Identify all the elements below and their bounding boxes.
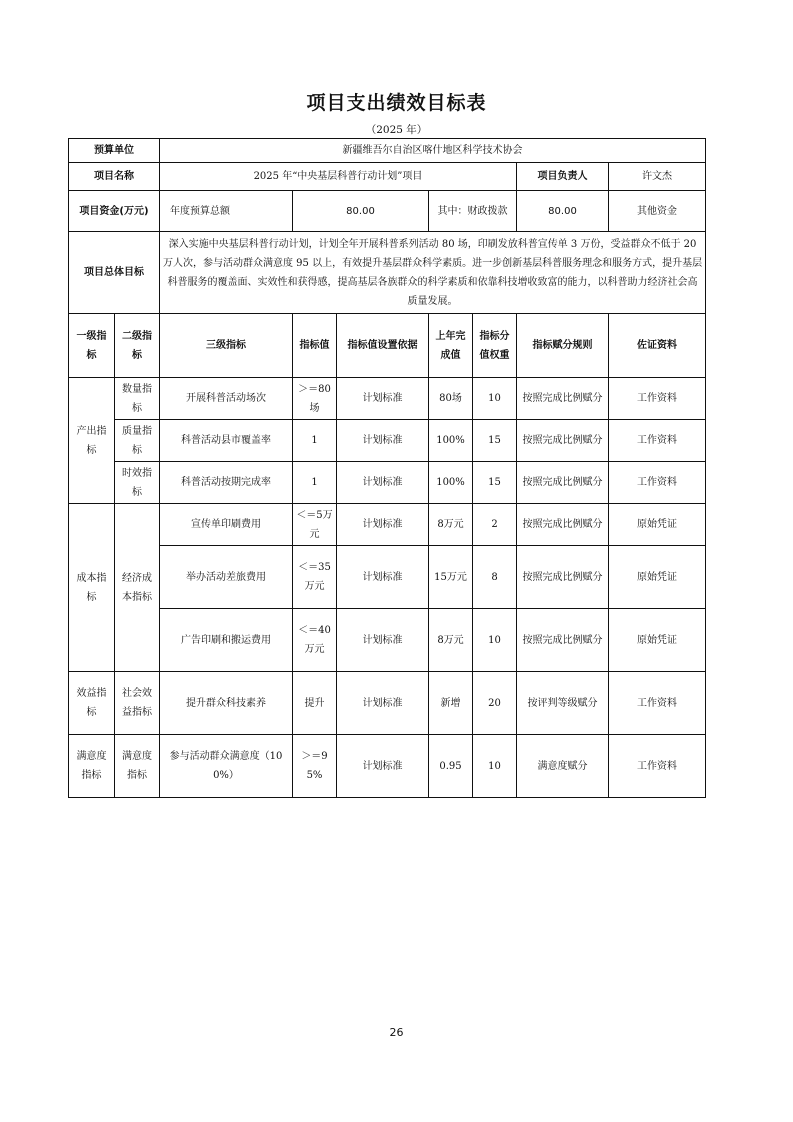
col-header-level2: 二级指标 bbox=[115, 314, 160, 378]
indicator-evidence: 原始凭证 bbox=[609, 504, 706, 546]
indicator-weight: 15 bbox=[473, 462, 517, 504]
indicator-evidence: 工作资料 bbox=[609, 672, 706, 735]
annual-total-label: 年度预算总额 bbox=[160, 191, 293, 232]
project-funds-row bbox=[69, 191, 706, 232]
group-benefit: 效益指标 bbox=[69, 672, 115, 735]
indicator-last-year: 8万元 bbox=[429, 504, 473, 546]
subgroup-quantity: 数量指标 bbox=[115, 378, 160, 420]
indicator-weight: 2 bbox=[473, 504, 517, 546]
overall-goal-label: 项目总体目标 bbox=[69, 232, 160, 314]
indicator-rule: 按照完成比例赋分 bbox=[517, 420, 609, 462]
indicator-rule: 按照完成比例赋分 bbox=[517, 462, 609, 504]
indicator-weight: 20 bbox=[473, 672, 517, 735]
performance-goal-table bbox=[68, 138, 706, 798]
project-funds-label: 项目资金(万元) bbox=[69, 191, 160, 232]
table-row bbox=[69, 735, 706, 798]
indicator-evidence: 工作资料 bbox=[609, 462, 706, 504]
indicator-name: 科普活动县市覆盖率 bbox=[160, 420, 293, 462]
subgroup-quality: 质量指标 bbox=[115, 420, 160, 462]
col-header-level3: 三级指标 bbox=[160, 314, 293, 378]
col-header-rule: 指标赋分规则 bbox=[517, 314, 609, 378]
indicator-basis: 计划标准 bbox=[337, 420, 429, 462]
group-cost: 成本指标 bbox=[69, 504, 115, 672]
overall-goal-value: 深入实施中央基层科普行动计划，计划全年开展科普系列活动 80 场，印刷发放科普宣传单 3 万份，受益群众不低于 20 万人次，参与活动群众满意度 95 以上，有效提升基层群众科学素质。进一步创新基层科普服务理念和服务方式，提升基层科普服务的覆盖面、实效性和获得感，提高基层各族群众的科学素质和依靠科技增收致富的能力，以科普助力经济社会高质量发展。 bbox=[160, 232, 706, 314]
indicator-last-year: 新增 bbox=[429, 672, 473, 735]
indicator-evidence: 原始凭证 bbox=[609, 609, 706, 672]
page-number: 26 bbox=[389, 1026, 404, 1039]
indicator-value: ＞＝80场 bbox=[293, 378, 337, 420]
indicator-name: 参与活动群众满意度（100%） bbox=[160, 735, 293, 798]
overall-goal-row bbox=[69, 232, 706, 314]
table-row bbox=[69, 504, 706, 546]
indicator-value: 提升 bbox=[293, 672, 337, 735]
subgroup-timeliness: 时效指标 bbox=[115, 462, 160, 504]
col-header-basis: 指标值设置依据 bbox=[337, 314, 429, 378]
indicator-last-year: 0.95 bbox=[429, 735, 473, 798]
indicator-basis: 计划标准 bbox=[337, 546, 429, 609]
indicator-evidence: 工作资料 bbox=[609, 420, 706, 462]
indicator-name: 科普活动按期完成率 bbox=[160, 462, 293, 504]
indicator-basis: 计划标准 bbox=[337, 462, 429, 504]
other-funds-label: 其他资金 bbox=[609, 191, 706, 232]
indicator-basis: 计划标准 bbox=[337, 378, 429, 420]
indicator-rule: 满意度赋分 bbox=[517, 735, 609, 798]
indicator-weight: 8 bbox=[473, 546, 517, 609]
project-leader-label: 项目负责人 bbox=[517, 163, 609, 191]
indicator-weight: 10 bbox=[473, 735, 517, 798]
indicator-basis: 计划标准 bbox=[337, 504, 429, 546]
indicator-rule: 按评判等级赋分 bbox=[517, 672, 609, 735]
table-row bbox=[69, 609, 706, 672]
budget-unit-row bbox=[69, 139, 706, 163]
project-name-label: 项目名称 bbox=[69, 163, 160, 191]
table-row bbox=[69, 378, 706, 420]
table-row bbox=[69, 420, 706, 462]
project-leader-value: 许文杰 bbox=[609, 163, 706, 191]
indicator-evidence: 原始凭证 bbox=[609, 546, 706, 609]
page-subtitle-year: （2025 年） bbox=[365, 124, 428, 136]
col-header-level1: 一级指标 bbox=[69, 314, 115, 378]
indicator-evidence: 工作资料 bbox=[609, 378, 706, 420]
col-header-value: 指标值 bbox=[293, 314, 337, 378]
indicator-rule: 按照完成比例赋分 bbox=[517, 546, 609, 609]
indicator-value: ＜＝40万元 bbox=[293, 609, 337, 672]
indicator-evidence: 工作资料 bbox=[609, 735, 706, 798]
indicator-basis: 计划标准 bbox=[337, 609, 429, 672]
fiscal-label: 其中：财政拨款 bbox=[429, 191, 517, 232]
indicator-value: 1 bbox=[293, 462, 337, 504]
indicator-rule: 按照完成比例赋分 bbox=[517, 504, 609, 546]
table-row bbox=[69, 672, 706, 735]
indicator-last-year: 100% bbox=[429, 462, 473, 504]
col-header-weight: 指标分值权重 bbox=[473, 314, 517, 378]
page-title: 项目支出绩效目标表 bbox=[306, 92, 487, 114]
indicator-name: 举办活动差旅费用 bbox=[160, 546, 293, 609]
indicator-name: 提升群众科技素养 bbox=[160, 672, 293, 735]
subgroup-social-benefit: 社会效益指标 bbox=[115, 672, 160, 735]
indicator-last-year: 15万元 bbox=[429, 546, 473, 609]
col-header-evidence: 佐证资料 bbox=[609, 314, 706, 378]
column-header-row bbox=[69, 314, 706, 378]
fiscal-value: 80.00 bbox=[517, 191, 609, 232]
annual-total-value: 80.00 bbox=[293, 191, 429, 232]
budget-unit-label: 预算单位 bbox=[69, 139, 160, 163]
indicator-weight: 10 bbox=[473, 378, 517, 420]
indicator-rule: 按照完成比例赋分 bbox=[517, 378, 609, 420]
subgroup-satisfaction: 满意度指标 bbox=[115, 735, 160, 798]
group-output: 产出指标 bbox=[69, 378, 115, 504]
project-name-value: 2025 年“中央基层科普行动计划”项目 bbox=[160, 163, 517, 191]
col-header-last-year: 上年完成值 bbox=[429, 314, 473, 378]
budget-unit-value: 新疆维吾尔自治区喀什地区科学技术协会 bbox=[160, 139, 706, 163]
group-satisfaction: 满意度指标 bbox=[69, 735, 115, 798]
table-row bbox=[69, 462, 706, 504]
indicator-weight: 15 bbox=[473, 420, 517, 462]
table-row bbox=[69, 546, 706, 609]
indicator-value: ＞＝95% bbox=[293, 735, 337, 798]
indicator-last-year: 8万元 bbox=[429, 609, 473, 672]
subgroup-economic-cost: 经济成本指标 bbox=[115, 504, 160, 672]
project-name-row bbox=[69, 163, 706, 191]
indicator-weight: 10 bbox=[473, 609, 517, 672]
indicator-basis: 计划标准 bbox=[337, 735, 429, 798]
indicator-name: 广告印刷和搬运费用 bbox=[160, 609, 293, 672]
indicator-rule: 按照完成比例赋分 bbox=[517, 609, 609, 672]
indicator-last-year: 100% bbox=[429, 420, 473, 462]
indicator-name: 开展科普活动场次 bbox=[160, 378, 293, 420]
indicator-value: ＜＝5万元 bbox=[293, 504, 337, 546]
indicator-last-year: 80场 bbox=[429, 378, 473, 420]
indicator-basis: 计划标准 bbox=[337, 672, 429, 735]
indicator-value: 1 bbox=[293, 420, 337, 462]
indicator-name: 宣传单印刷费用 bbox=[160, 504, 293, 546]
indicator-value: ＜＝35万元 bbox=[293, 546, 337, 609]
